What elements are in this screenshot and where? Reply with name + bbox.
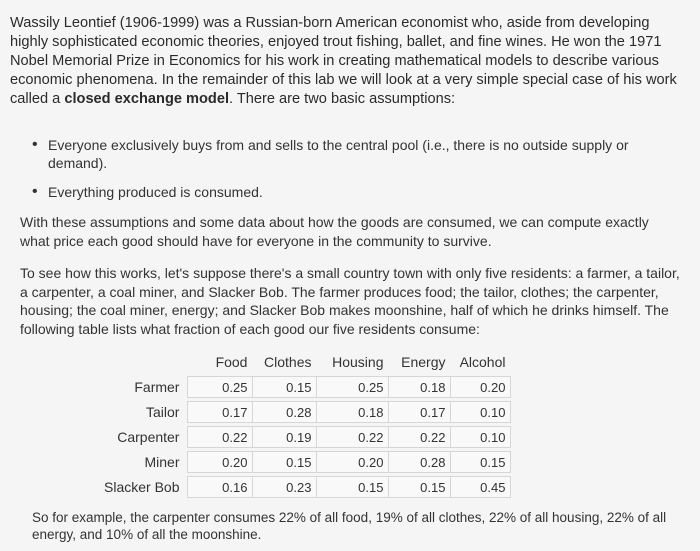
table-cell: 0.22 [389, 426, 451, 448]
column-header: Housing [332, 354, 384, 370]
table-cell: 0.28 [389, 451, 451, 473]
table-cell: 0.20 [187, 451, 253, 473]
assumption-item [30, 183, 670, 201]
column-header: Food [215, 354, 248, 370]
table-cell: 0.10 [451, 426, 511, 448]
table-row [104, 401, 511, 423]
table-cell: 0.15 [451, 451, 511, 473]
table-cell: 0.15 [253, 451, 317, 473]
table-row [104, 451, 511, 473]
table-cell: 0.15 [317, 476, 389, 498]
row-header: Slacker Bob [104, 479, 180, 495]
assumption-text: Everything produced is consumed. [48, 184, 263, 200]
table-cell: 0.20 [451, 376, 511, 398]
row-header: Miner [144, 454, 180, 470]
intro-text-after: . There are two basic assumptions: [229, 91, 456, 107]
row-header: Farmer [134, 379, 180, 395]
table-cell: 0.16 [187, 476, 253, 498]
intro-paragraph [10, 14, 690, 109]
row-header: Carpenter [117, 429, 180, 445]
table-cell: 0.19 [253, 426, 317, 448]
table-row [104, 376, 511, 398]
table-cell: 0.10 [451, 401, 511, 423]
table-cell: 0.18 [389, 376, 451, 398]
table-row [104, 476, 511, 498]
table-cell: 0.17 [389, 401, 451, 423]
table-cell: 0.15 [253, 376, 317, 398]
table-cell: 0.25 [317, 376, 389, 398]
row-header: Tailor [146, 404, 180, 420]
table-row [104, 426, 511, 448]
example-paragraph: So for example, the carpenter consumes 22% of all food, 19% of all clothes, 22% of all housing, 22% of all energy, and 10% of all the moonshine. [32, 510, 667, 542]
assumptions-list [30, 136, 670, 212]
column-header: Energy [401, 354, 446, 370]
bullet-icon: • [32, 136, 38, 153]
assumption-item [30, 136, 670, 172]
table-cell: 0.15 [389, 476, 451, 498]
bullet-icon: • [32, 183, 38, 200]
corner-cell [104, 351, 187, 373]
table-header-row [104, 351, 511, 373]
town-paragraph: To see how this works, let's suppose there's a small country town with only five residents: a farmer, a tailor, a carpenter, a coal miner, and Slacker Bob. The farmer produces food; the tailor, clothes; the carpenter, housing; the coal miner, energy; and Slacker Bob makes moonshine, half of which he drinks himself. The following table lists what fraction of each good our five residents consume: [20, 265, 680, 337]
table-cell: 0.23 [253, 476, 317, 498]
table-cell: 0.22 [187, 426, 253, 448]
consumption-table [104, 348, 511, 501]
column-header: Alcohol [459, 354, 506, 370]
intro-text-before: Wassily Leontief (1906-1999) was a Russian-born American economist who, aside from developing highly sophisticated economic theories, enjoyed trout fishing, ballet, and fine wines. He won the 1971 Nobel Memorial Prize in Economics for his work in creating mathematical models to describe various economic phenomena. In the remainder of this lab we will look at a very simple special case of his work called a [10, 15, 677, 107]
table-cell: 0.28 [253, 401, 317, 423]
table-cell: 0.20 [317, 451, 389, 473]
table-cell: 0.17 [187, 401, 253, 423]
table-cell: 0.25 [187, 376, 253, 398]
compute-paragraph: With these assumptions and some data about how the goods are consumed, we can compute exactly what price each good should have for everyone in the community to survive. [20, 214, 649, 249]
assumption-text: Everyone exclusively buys from and sells to the central pool (i.e., there is no outside supply or demand). [48, 137, 629, 171]
table-cell: 0.45 [451, 476, 511, 498]
table-cell: 0.22 [317, 426, 389, 448]
column-header: Clothes [264, 354, 312, 370]
closed-exchange-model-term: closed exchange model [64, 91, 230, 107]
table-cell: 0.18 [317, 401, 389, 423]
